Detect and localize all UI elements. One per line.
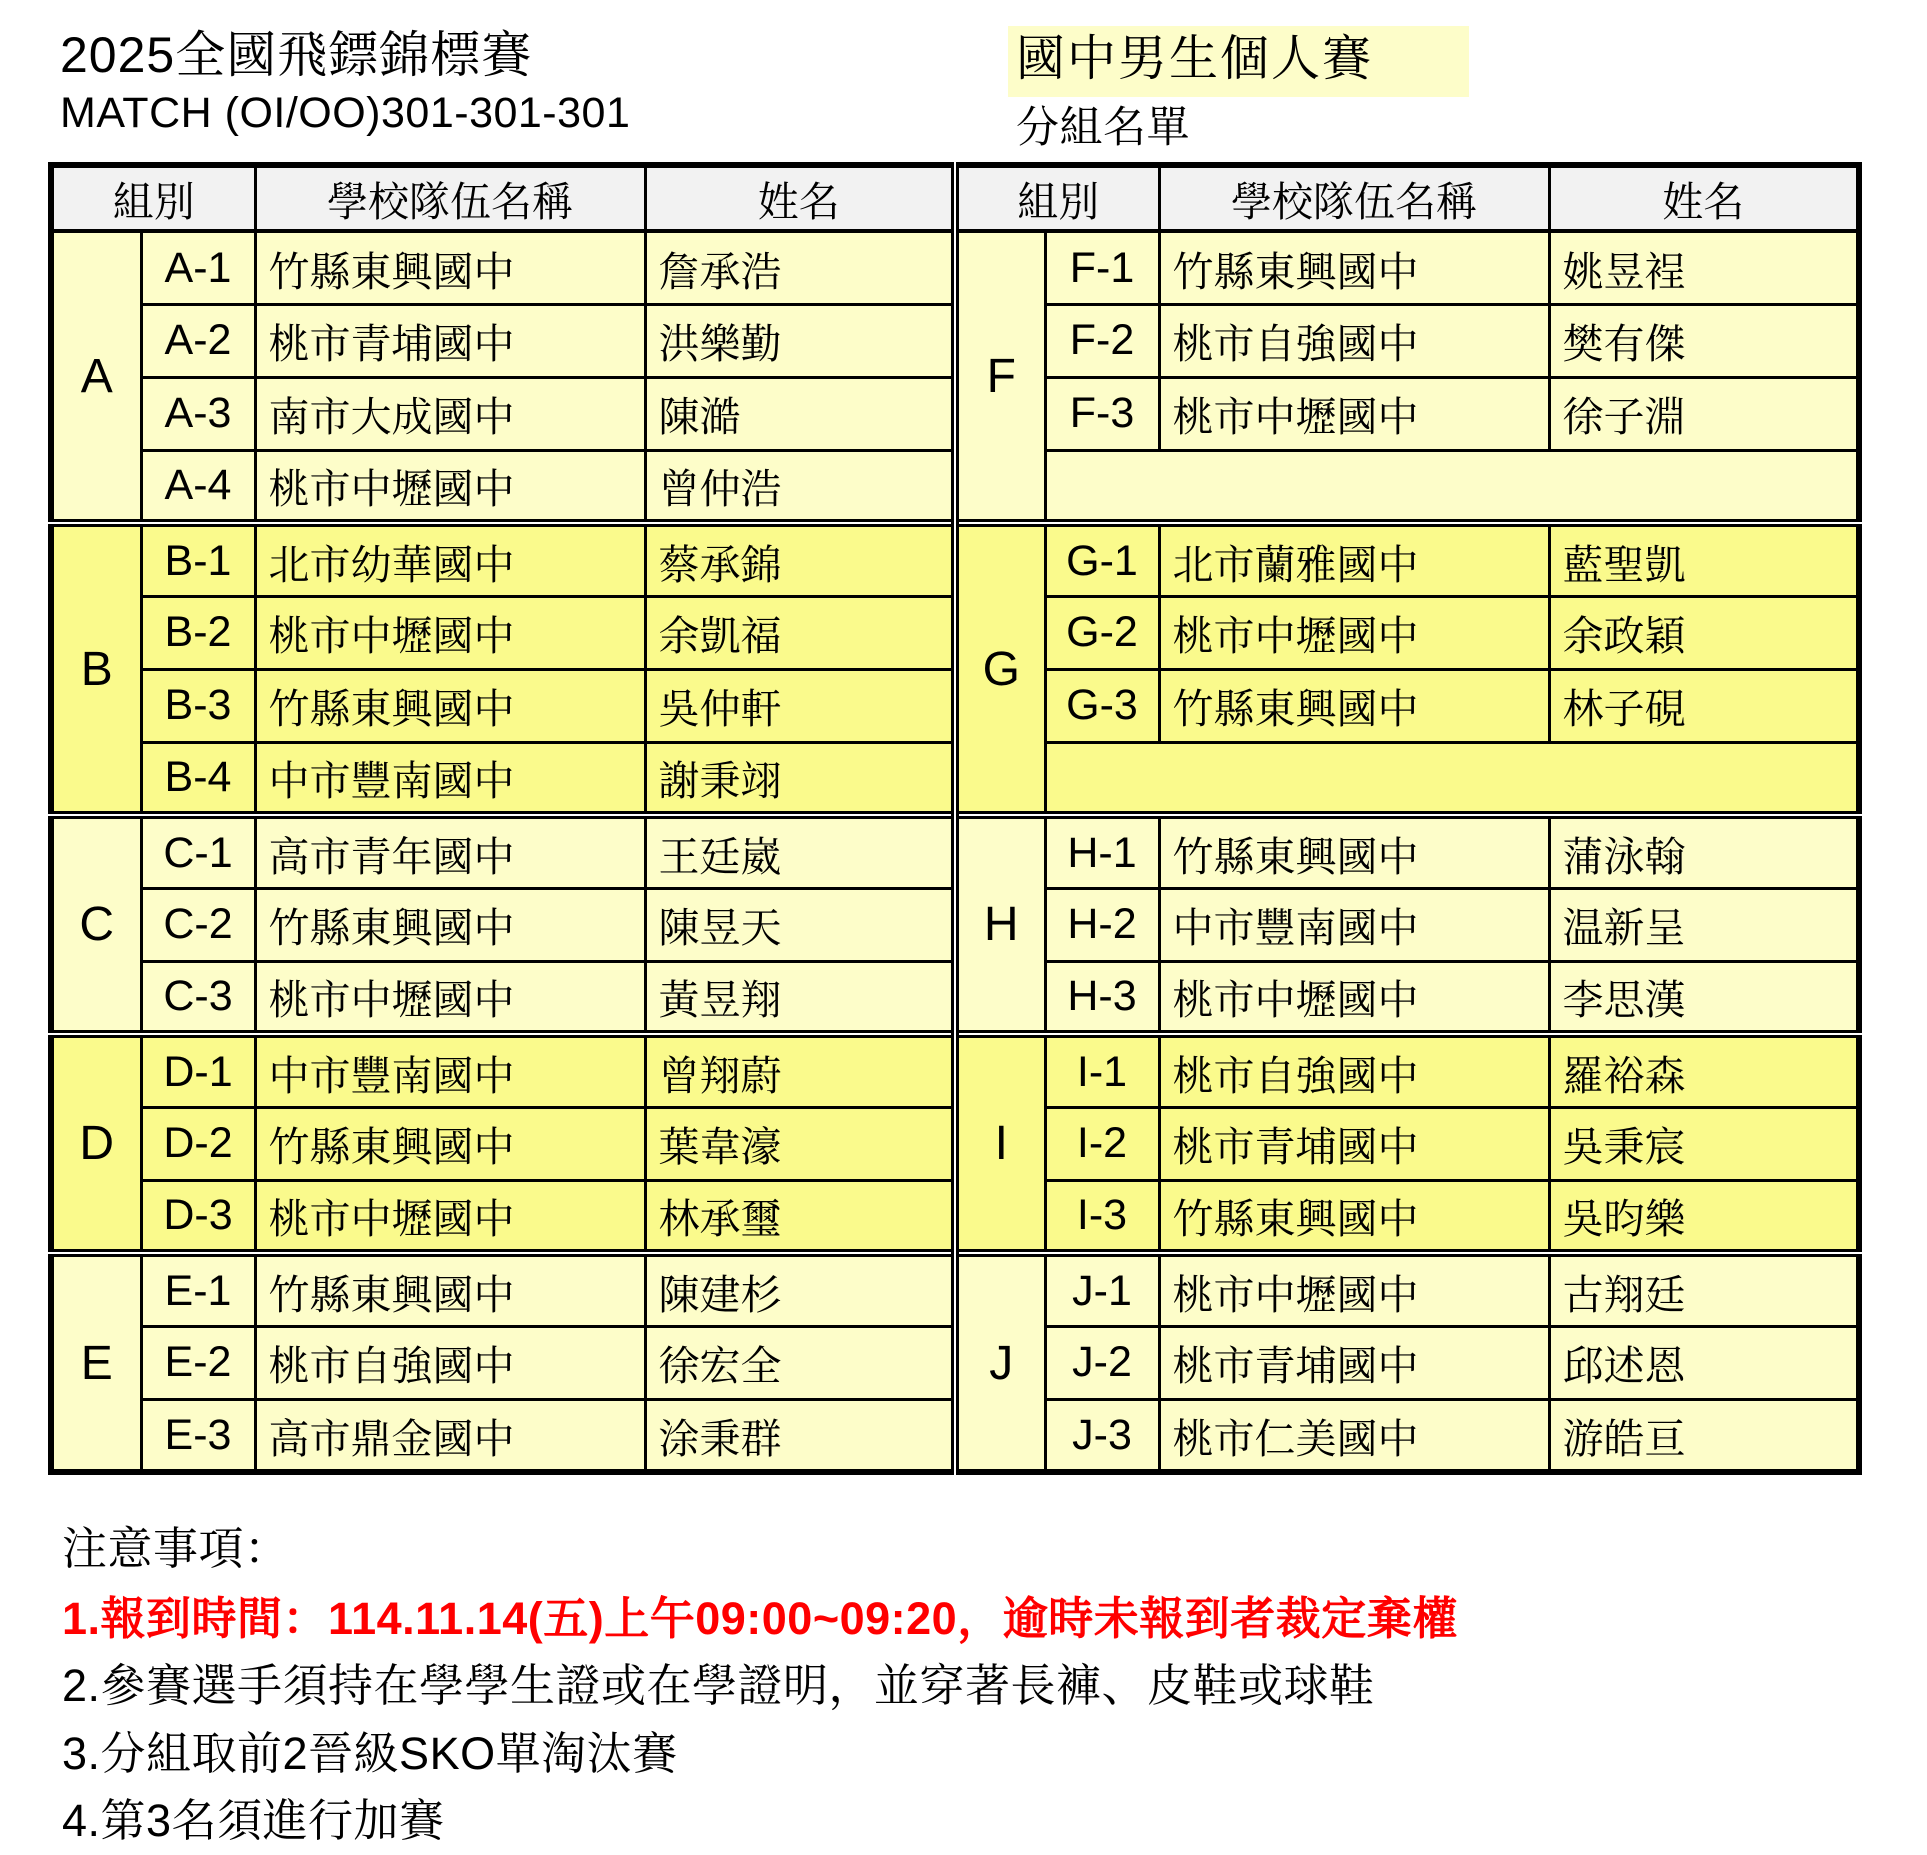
school-name: 桃市中壢國中 [1159,596,1549,669]
entry-id: D-3 [141,1180,255,1253]
school-name: 中市豐南國中 [1159,888,1549,961]
entry-id: H-1 [1045,815,1159,888]
entry-id: C-2 [141,888,255,961]
group-roster-table [48,162,1862,1475]
entry-id: B-4 [141,742,255,815]
entry-id: G-2 [1045,596,1159,669]
player-name: 徐子淵 [1549,377,1859,450]
player-name: 吳秉宸 [1549,1107,1859,1180]
entry-id: E-2 [141,1326,255,1399]
school-name: 竹縣東興國中 [1159,815,1549,888]
player-name: 余凱福 [645,596,955,669]
column-header-name-right: 姓名 [1549,165,1859,231]
notes-heading: 注意事項： [62,1523,290,1575]
school-name: 中市豐南國中 [255,742,645,815]
header-right [1008,26,1927,154]
entry-id: B-2 [141,596,255,669]
entry-id: J-2 [1045,1326,1159,1399]
player-name: 葉韋濠 [645,1107,955,1180]
player-name: 蔡承錦 [645,523,955,596]
school-name: 中市豐南國中 [255,1034,645,1107]
column-header-group-left: 組別 [51,165,255,231]
player-name: 吳昀樂 [1549,1180,1859,1253]
entry-id: D-1 [141,1034,255,1107]
entry-id: H-2 [1045,888,1159,961]
school-name: 竹縣東興國中 [255,1253,645,1326]
school-name: 桃市青埔國中 [255,304,645,377]
group-letter: J [955,1253,1045,1472]
player-name: 詹承浩 [645,231,955,304]
entry-id: G-1 [1045,523,1159,596]
roster-row [51,523,1859,596]
roster-row [51,231,1859,304]
entry-id: E-3 [141,1399,255,1472]
school-name: 桃市自強國中 [255,1326,645,1399]
entry-id: F-3 [1045,377,1159,450]
group-letter: I [955,1034,1045,1253]
group-letter: B [51,523,141,815]
group-letter: E [51,1253,141,1472]
entry-id: A-1 [141,231,255,304]
note-check-in-time: 1.報到時間：114.11.14(五)上午09:00~09:20，逾時未報到者裁定棄權 [62,1592,1458,1644]
match-code: MATCH (OI/OO)301-301-301 [60,89,631,137]
category-title-highlighted: 國中男生個人賽 [1008,26,1469,97]
entry-id: F-1 [1045,231,1159,304]
player-name: 謝秉翊 [645,742,955,815]
school-name: 桃市中壢國中 [255,596,645,669]
player-name: 徐宏全 [645,1326,955,1399]
school-name: 桃市中壢國中 [255,450,645,523]
school-name: 北市幼華國中 [255,523,645,596]
header-left [60,26,1008,140]
school-name: 南市大成國中 [255,377,645,450]
player-name: 陳建杉 [645,1253,955,1326]
player-name: 姚昱裎 [1549,231,1859,304]
entry-id: A-3 [141,377,255,450]
player-name: 涂秉群 [645,1399,955,1472]
player-name: 藍聖凱 [1549,523,1859,596]
entry-id: J-3 [1045,1399,1159,1472]
entry-id: I-2 [1045,1107,1159,1180]
school-name: 桃市中壢國中 [255,961,645,1034]
group-letter: F [955,231,1045,523]
school-name: 高市鼎金國中 [255,1399,645,1472]
player-name: 王廷崴 [645,815,955,888]
school-name: 北市蘭雅國中 [1159,523,1549,596]
player-name: 陳澔 [645,377,955,450]
school-name: 竹縣東興國中 [1159,669,1549,742]
roster-row [51,815,1859,888]
note-advancement: 3.分組取前2晉級SKO單淘汰賽 [62,1727,678,1779]
notes-section [62,1515,1927,1855]
entry-id: B-3 [141,669,255,742]
player-name: 陳昱天 [645,888,955,961]
group-letter: D [51,1034,141,1253]
note-student-id: 2.參賽選手須持在學學生證或在學證明，並穿著長褲、皮鞋或球鞋 [62,1660,1375,1712]
column-header-school-left: 學校隊伍名稱 [255,165,645,231]
entry-id: C-1 [141,815,255,888]
player-name: 李思漢 [1549,961,1859,1034]
entry-id: I-3 [1045,1180,1159,1253]
school-name: 桃市中壢國中 [1159,961,1549,1034]
entry-id: C-3 [141,961,255,1034]
table-header-row [51,165,1859,231]
group-letter: A [51,231,141,523]
player-name: 黃昱翔 [645,961,955,1034]
entry-id: I-1 [1045,1034,1159,1107]
school-name: 桃市中壢國中 [1159,377,1549,450]
roster-row [51,1253,1859,1326]
player-name: 洪樂勤 [645,304,955,377]
player-name: 羅裕森 [1549,1034,1859,1107]
empty-cell [1045,742,1859,815]
school-name: 高市青年國中 [255,815,645,888]
entry-id: D-2 [141,1107,255,1180]
entry-id: B-1 [141,523,255,596]
school-name: 桃市仁美國中 [1159,1399,1549,1472]
player-name: 游皓亘 [1549,1399,1859,1472]
player-name: 林承璽 [645,1180,955,1253]
list-subtitle: 分組名單 [1016,103,1190,152]
school-name: 竹縣東興國中 [255,231,645,304]
empty-cell [1045,450,1859,523]
player-name: 樊有傑 [1549,304,1859,377]
school-name: 竹縣東興國中 [255,888,645,961]
player-name: 吳仲軒 [645,669,955,742]
group-letter: H [955,815,1045,1034]
page-header [0,0,1927,162]
player-name: 温新呈 [1549,888,1859,961]
player-name: 曾翔蔚 [645,1034,955,1107]
school-name: 竹縣東興國中 [255,669,645,742]
school-name: 桃市青埔國中 [1159,1107,1549,1180]
entry-id: A-2 [141,304,255,377]
player-name: 余政穎 [1549,596,1859,669]
group-letter: G [955,523,1045,815]
column-header-name-left: 姓名 [645,165,955,231]
school-name: 竹縣東興國中 [1159,1180,1549,1253]
column-header-group-right: 組別 [955,165,1159,231]
player-name: 邱述恩 [1549,1326,1859,1399]
school-name: 桃市自強國中 [1159,1034,1549,1107]
note-playoff: 4.第3名須進行加賽 [62,1795,445,1847]
school-name: 桃市自強國中 [1159,304,1549,377]
player-name: 古翔廷 [1549,1253,1859,1326]
entry-id: H-3 [1045,961,1159,1034]
entry-id: F-2 [1045,304,1159,377]
school-name: 桃市中壢國中 [255,1180,645,1253]
player-name: 林子硯 [1549,669,1859,742]
entry-id: G-3 [1045,669,1159,742]
entry-id: J-1 [1045,1253,1159,1326]
school-name: 桃市中壢國中 [1159,1253,1549,1326]
tournament-title: 2025全國飛鏢錦標賽 [60,27,533,83]
player-name: 蒲泳翰 [1549,815,1859,888]
group-letter: C [51,815,141,1034]
entry-id: E-1 [141,1253,255,1326]
player-name: 曾仲浩 [645,450,955,523]
roster-row [51,1034,1859,1107]
column-header-school-right: 學校隊伍名稱 [1159,165,1549,231]
school-name: 竹縣東興國中 [255,1107,645,1180]
school-name: 桃市青埔國中 [1159,1326,1549,1399]
entry-id: A-4 [141,450,255,523]
school-name: 竹縣東興國中 [1159,231,1549,304]
